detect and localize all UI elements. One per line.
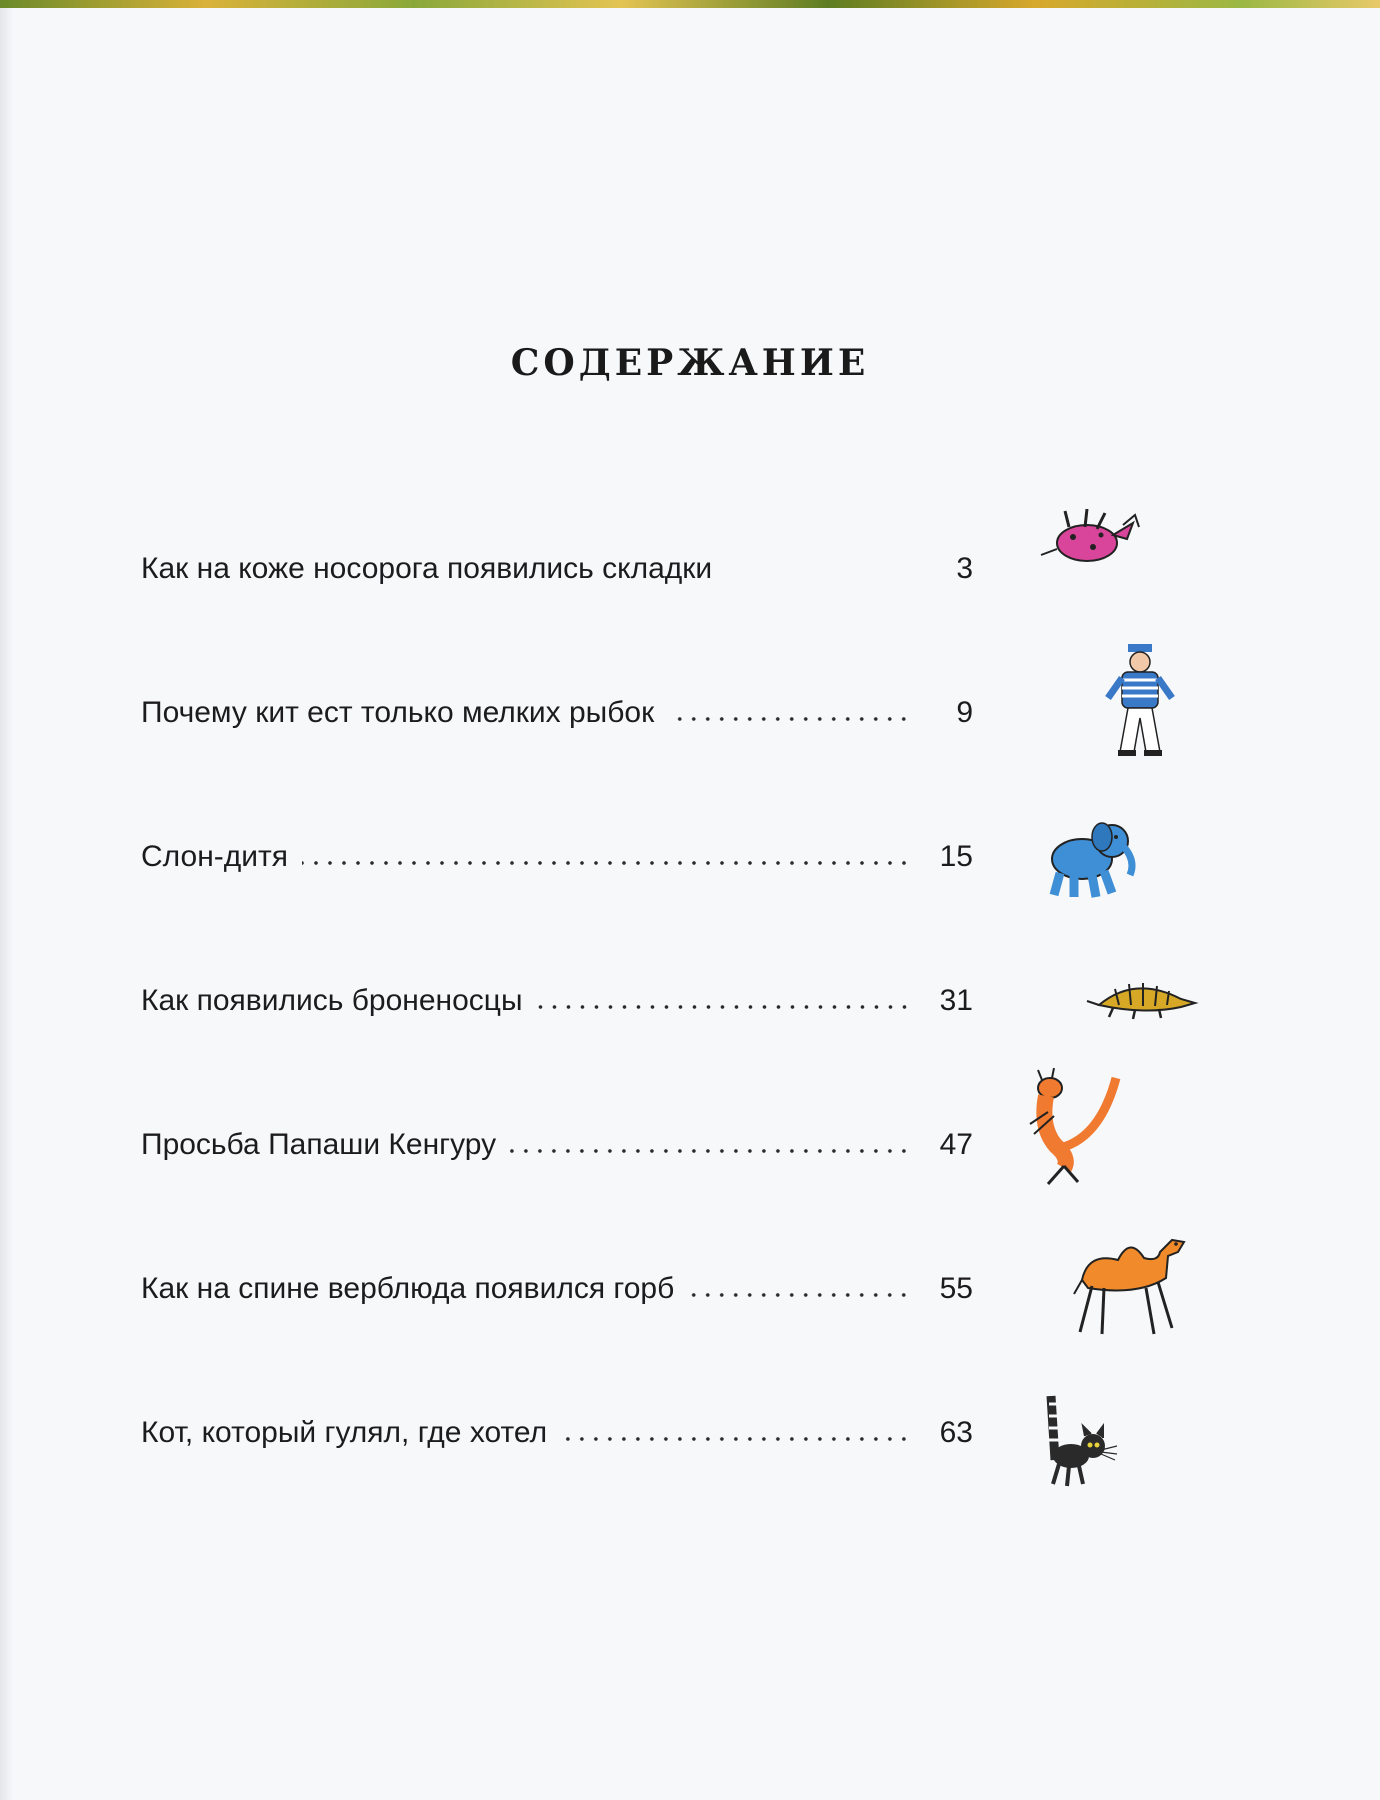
toc-dot-leader	[688, 1291, 911, 1299]
toc-entry-page: 55	[939, 1272, 973, 1305]
rhino-icon	[1035, 505, 1145, 575]
toc-entry-page: 3	[956, 552, 973, 585]
toc-dot-leader	[561, 1435, 911, 1443]
page-title: СОДЕРЖАНИЕ	[510, 342, 870, 384]
toc-entry-title: Слон-дитя	[141, 840, 288, 873]
toc-dot-leader	[537, 1003, 911, 1011]
toc-entry-kangaroo[interactable]	[141, 1119, 973, 1163]
toc-entry-title: Просьба Папаши Кенгуру	[141, 1128, 497, 1161]
toc-entry-title: Как на коже носорога появились складки	[141, 552, 713, 585]
toc-entry-elephant[interactable]	[141, 831, 973, 875]
toc-entry-title: Как появились броненосцы	[141, 984, 523, 1017]
toc-dot-leader	[302, 859, 911, 867]
toc-entry-cat[interactable]	[141, 1407, 973, 1451]
toc-entry-title: Кот, который гулял, где хотел	[141, 1416, 548, 1449]
toc-dot-leader	[726, 571, 911, 579]
toc-entry-whale[interactable]	[141, 687, 973, 731]
toc-entry-page: 47	[939, 1128, 973, 1161]
toc-entry-title: Почему кит ест только мелких рыбок	[141, 696, 655, 729]
sailor-icon	[1100, 640, 1180, 765]
cat-icon	[1035, 1390, 1120, 1490]
toc-entry-title: Как на спине верблюда появился горб	[141, 1272, 675, 1305]
camel-icon	[1068, 1222, 1193, 1342]
toc-entry-page: 63	[939, 1416, 973, 1449]
toc-entry-rhino[interactable]	[141, 543, 973, 587]
toc-entry-page: 31	[939, 984, 973, 1017]
toc-entry-armadillo[interactable]	[141, 975, 973, 1019]
armadillo-icon	[1085, 975, 1205, 1020]
toc-entry-page: 15	[939, 840, 973, 873]
toc-dot-leader	[510, 1147, 911, 1155]
toc-entry-camel[interactable]	[141, 1263, 973, 1307]
elephant-icon	[1038, 815, 1138, 900]
toc-entry-page: 9	[956, 696, 973, 729]
kangaroo-icon	[1020, 1068, 1130, 1188]
toc-dot-leader	[668, 715, 911, 723]
